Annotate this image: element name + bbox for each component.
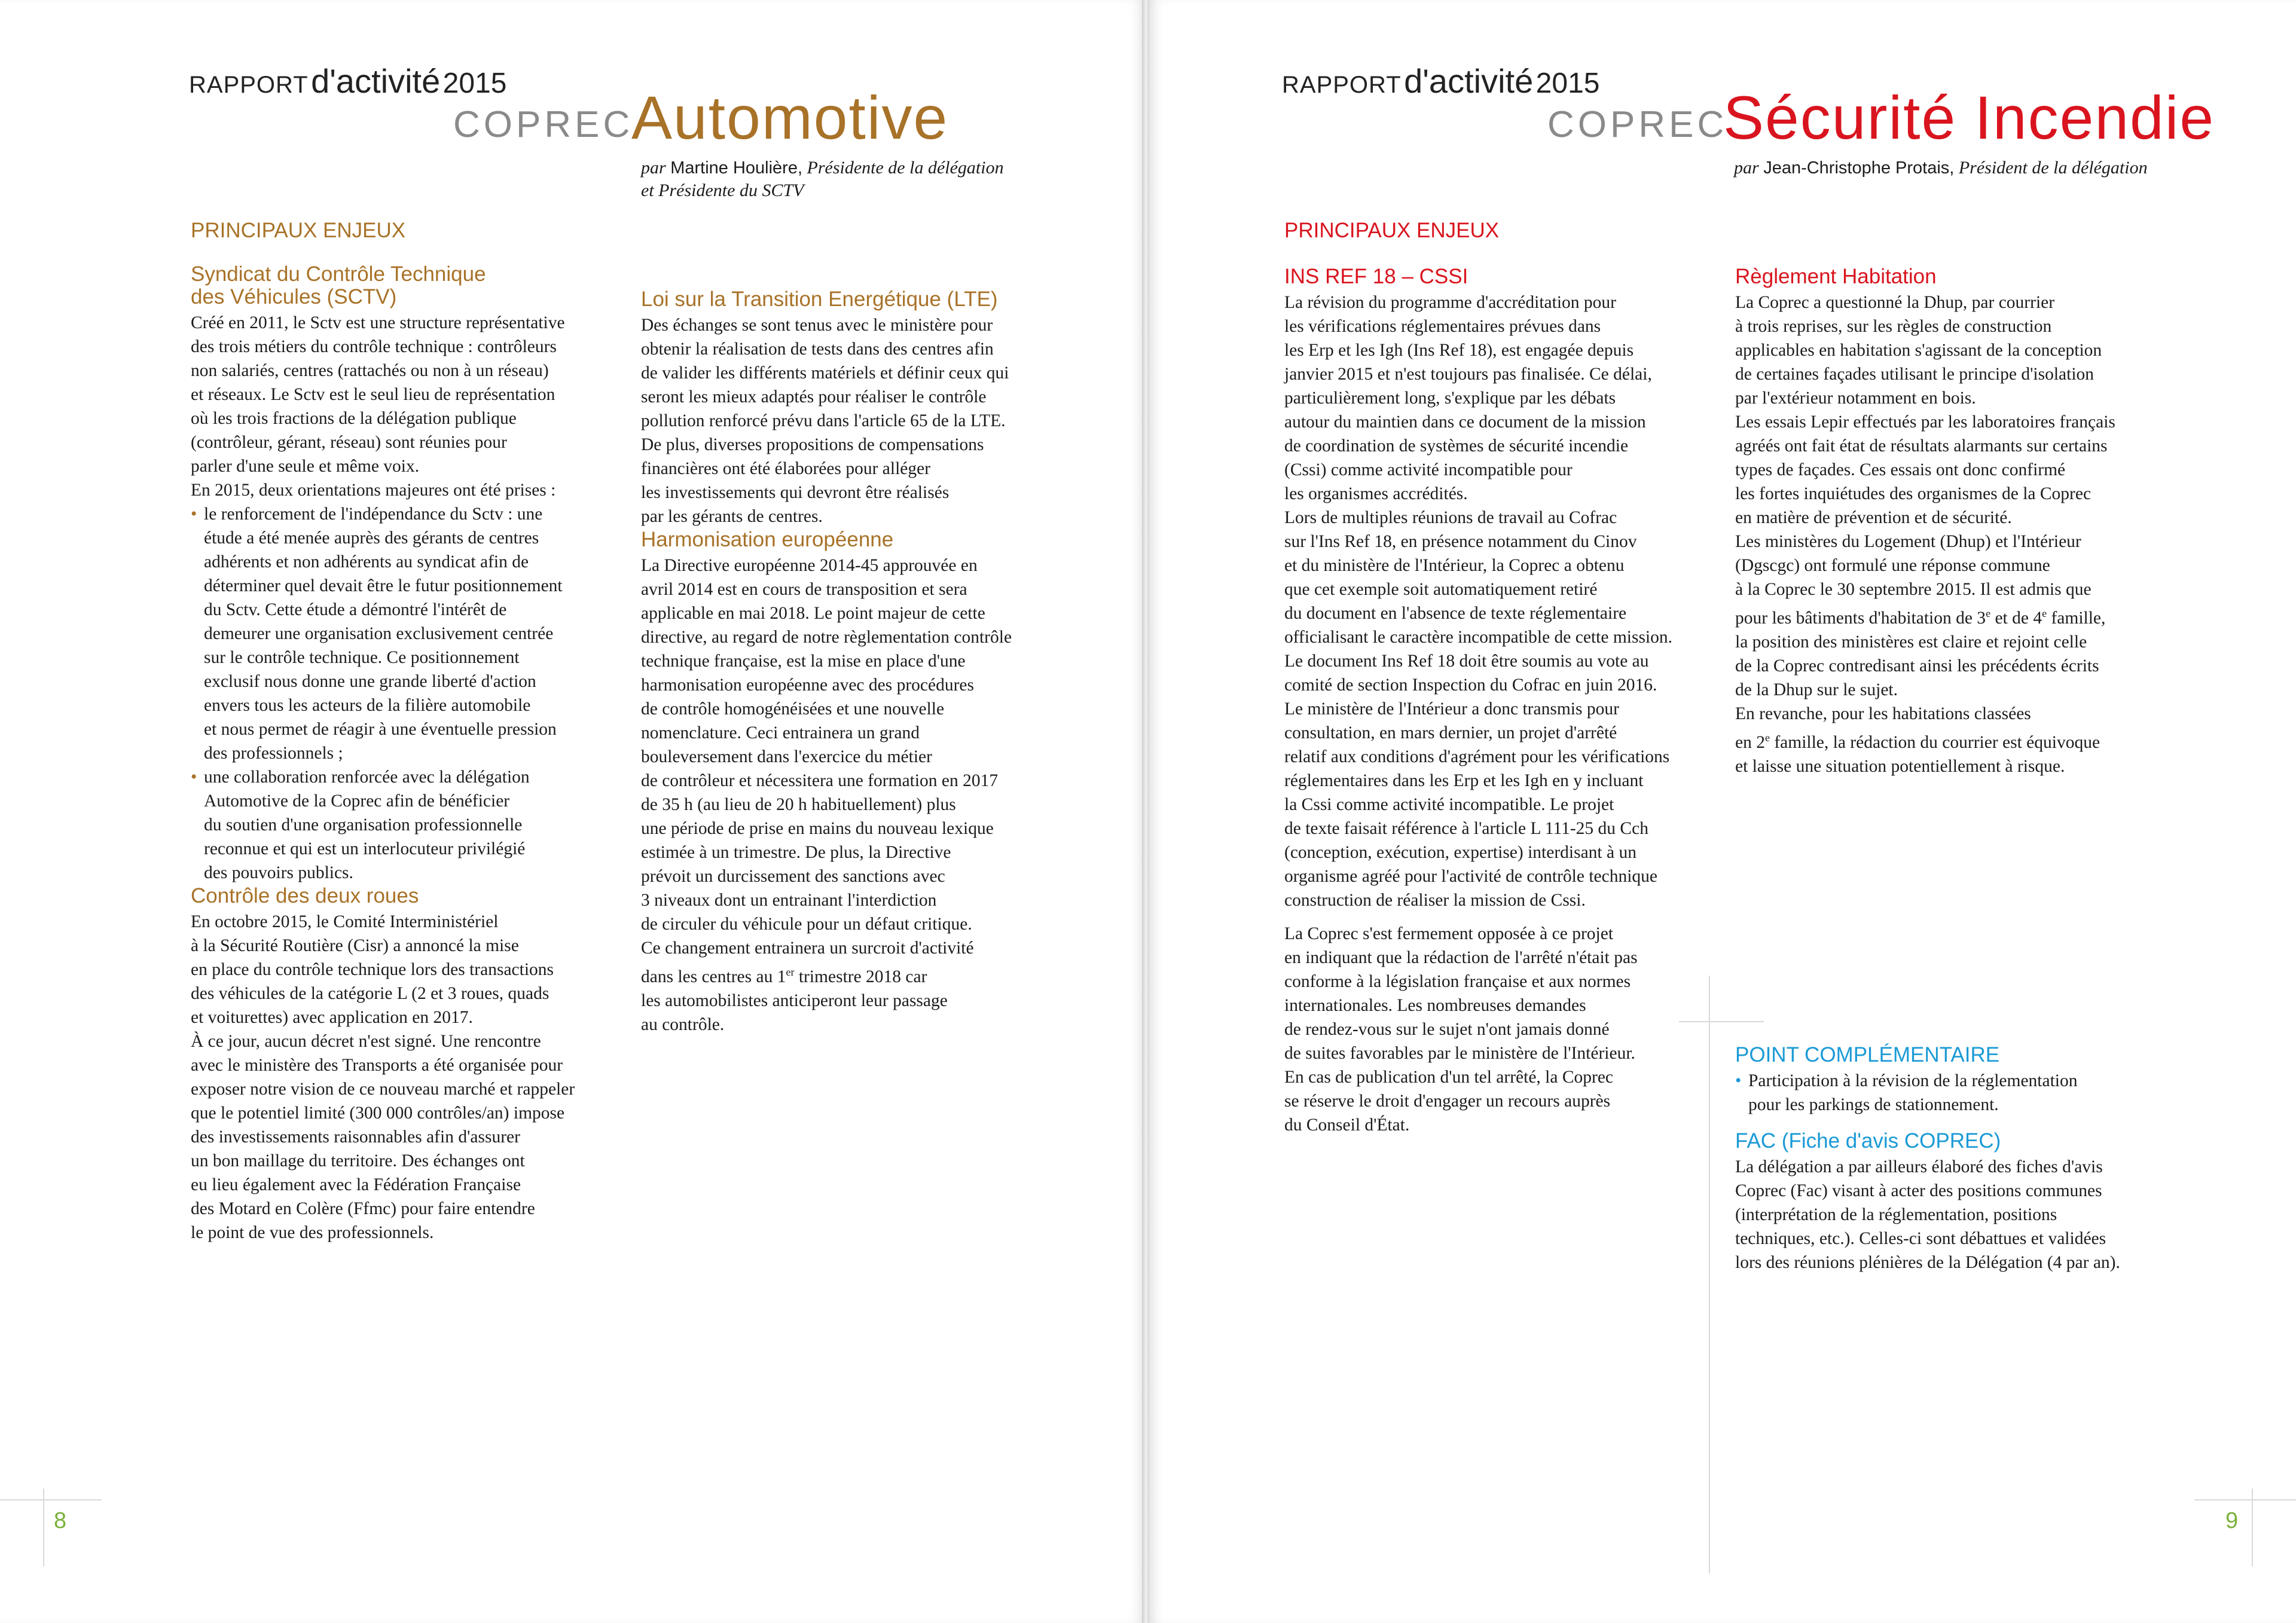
crop-mark <box>0 1499 102 1500</box>
crop-mark <box>43 1488 44 1566</box>
section-title: PRINCIPAUX ENJEUX <box>1284 219 1500 242</box>
divider-line <box>1679 1021 1764 1022</box>
page-number: 9 <box>2225 1508 2239 1533</box>
list-point <box>1735 1069 2190 1117</box>
paragraph-sctv: Créé en 2011, le Sctv est une structure représentative des trois métiers du contrôle technique : contrôleurs non salariés, centres (rattachés ou non à un réseau) et réseaux. Le Sctv est le seul lieu de représentation où les trois fractions de la délégation publique (contrôleur, gérant, réseau) sont réunies pour parler d'une seule et même voix. En 2015, deux orientations majeures ont été prises : <box>191 313 565 500</box>
heading-lte: Loi sur la Transition Energétique (LTE) <box>641 288 998 311</box>
byline-par: par <box>641 158 666 178</box>
page-right <box>1149 0 2296 1623</box>
heading-habitation: Règlement Habitation <box>1735 265 1937 288</box>
delegation-name: Automotive <box>631 84 949 152</box>
report-year: 2015 <box>1535 68 1600 99</box>
page-left <box>0 0 1144 1623</box>
report-year: 2015 <box>442 68 507 99</box>
byline-person: Jean-Christophe Protais, <box>1763 158 1955 178</box>
dactivite-label: d'activité <box>1404 62 1534 100</box>
byline-par: par <box>1734 158 1759 178</box>
dactivite-label: d'activité <box>311 62 441 100</box>
heading-harmonisation: Harmonisation européenne <box>641 528 894 551</box>
right-column-1 <box>1284 265 1727 1137</box>
paragraph-harmonisation: La Directive européenne 2014-45 approuvée en avril 2014 est en cours de transposition et sera applicable en mai 2018. Le point majeur de cette directive, au regard de notre règlementation contrôle technique française, est la mise en place d'une harmonisation européenne avec des procédures de contrôle homogénéisées et une nouvelle nomenclature. Ceci entrainera un grand bouleversement dans l'exercice du métier de contrôleur et nécessitera une formation en 2017 de 35 h (au lieu de 20 h habituellement) plus une période de prise en mains du nouveau lexique estimée à un trimestre. De plus, la Directive prévoit un durcissement des sanctions avec 3 niveaux dont un entrainant l'interdiction de circuler du véhicule pour un défaut critique. Ce changement entrainera un surcroit d'activité dans les centres au 1er trimestre 2018 car les automobilistes anticiperont leur passage au contrôle. <box>641 556 1012 1034</box>
point-complementaire <box>1735 1044 2190 1274</box>
byline <box>1734 157 2148 179</box>
heading-sctv: Syndicat du Contrôle Technique des Véhicules (SCTV) <box>191 262 486 308</box>
bullet-icon: • <box>1735 1071 1742 1090</box>
list-item: • le renforcement de l'indépendance du Sctv : une étude a été menée auprès des gérants de centres adhérents et non adhérents au syndicat afin de déterminer quel devait être le futur positionnement du Sctv. Cette étude a démontré l'intérêt de demeurer une organisation exclusivement centrée sur le contrôle technique. Ce positionnement exclusif nous donne une grande liberté d'action envers tous les acteurs de la filière automobile et nous permet de réagir à une éventuelle pression des professionnels ; <box>191 502 627 765</box>
coprec-label: COPREC <box>453 104 634 145</box>
heading-fac: FAC (Fiche d'avis COPREC) <box>1735 1129 2001 1153</box>
report-title <box>1282 62 1600 100</box>
report-title <box>189 62 507 100</box>
byline-role: Présidente de la délégation <box>807 158 1004 178</box>
paragraph-ins-ref: La révision du programme d'accréditation pour les vérifications réglementaires prévues dans les Erp et les Igh (Ins Ref 18), est engagée depuis janvier 2015 et n'est toujours pas finalisée. Ce délai, particulièrement long, s'explique par les débats autour du maintien dans ce document de la mission de coordination de systèmes de sécurité incendie (Cssi) comme activité incompatible pour les organismes accrédités. Lors de multiples réunions de travail au Cofrac sur l'Ins Ref 18, en présence notamment du Cinov et du ministère de l'Intérieur, la Coprec a obtenu que cet exemple soit automatiquement retiré du document en l'absence de texte réglementaire officialisant le caractère incompatible de cette mission. Le document Ins Ref 18 doit être soumis au vote au comité de section Inspection du Cofrac en juin 2016. Le ministère de l'Intérieur a donc transmis pour consultation, en mars dernier, un projet d'arrêté relatif aux conditions d'agrément pour les vérifications réglementaires dans les Erp et les Igh en y incluant la Cssi comme activité incompatible. Le projet de texte faisait référence à l'article L 111-25 du Cch (conception, exécution, expertise) interdisant à un organisme agréé pour l'activité de contrôle technique construction de réaliser la mission de Cssi. <box>1284 293 1672 910</box>
rapport-label: RAPPORT <box>1282 72 1402 98</box>
heading-point-complementaire: POINT COMPLÉMENTAIRE <box>1735 1043 2000 1066</box>
byline <box>641 157 1004 202</box>
byline-role: Président de la délégation <box>1958 158 2148 178</box>
delegation-name: Sécurité Incendie <box>1723 84 2215 152</box>
page-number: 8 <box>54 1508 67 1533</box>
paragraph-lte: Des échanges se sont tenus avec le ministère pour obtenir la réalisation de tests dans des centres afin de valider les différents matériels et définir ceux qui seront les mieux adaptés pour réaliser le contrôle pollution renforcé prévu dans l'article 65 de la LTE. De plus, diverses propositions de compensations financières ont été élaborées pour alléger les investissements qui devront être réalisés par les gérants de centres. <box>641 316 1009 526</box>
byline-role-2: et Présidente du SCTV <box>641 181 804 200</box>
right-column-2 <box>1735 265 2190 778</box>
crop-mark <box>2194 1499 2296 1500</box>
bullet-icon: • <box>191 505 197 524</box>
divider-line <box>1709 976 1710 1573</box>
list-item: • Participation à la révision de la réglementation pour les parkings de stationnement. <box>1735 1069 2190 1117</box>
paragraph-deux-roues: En octobre 2015, le Comité Interministériel à la Sécurité Routière (Cisr) a annoncé la mise en place du contrôle technique lors des transactions des véhicules de la catégorie L (2 et 3 roues, quads et voiturettes) avec application en 2017. À ce jour, aucun décret n'est signé. Une rencontre avec le ministère des Transports a été organisée pour exposer notre vision de ce nouveau marché et rappeler que le potentiel limité (300 000 contrôles/an) impose des investissements raisonnables afin d'assurer un bon maillage du territoire. Des échanges ont eu lieu également avec la Fédération Française des Motard en Colère (Ffmc) pour faire entendre le point de vue des professionnels. <box>191 912 575 1242</box>
coprec-label: COPREC <box>1547 104 1728 145</box>
paragraph-opposition: La Coprec s'est fermement opposée à ce projet en indiquant que la rédaction de l'arrêté n'était pas conforme à la législation française et aux normes internationales. Les nombreuses demandes de rendez-vous sur le sujet n'ont jamais donné de suites favorables par le ministère de l'Intérieur. En cas de publication d'un tel arrêté, la Coprec se réserve le droit d'engager un recours auprès du Conseil d'État. <box>1284 924 1638 1135</box>
rapport-label: RAPPORT <box>189 72 309 98</box>
left-column-1 <box>191 263 627 1245</box>
section-title: PRINCIPAUX ENJEUX <box>191 219 406 242</box>
left-column-2 <box>641 288 1083 1037</box>
heading-deux-roues: Contrôle des deux roues <box>191 884 419 907</box>
byline-person: Martine Houlière, <box>670 158 803 178</box>
paragraph-fac: La délégation a par ailleurs élaboré des fiches d'avis Coprec (Fac) visant à acter des positions communes (interprétation de la réglementation, positions techniques, etc.). Celles-ci sont débattues et validées lors des réunions plénières de la Délégation (4 par an). <box>1735 1157 2120 1272</box>
crop-mark <box>2252 1488 2253 1566</box>
bullet-icon: • <box>191 768 197 787</box>
list-item: • une collaboration renforcée avec la délégation Automotive de la Coprec afin de bénéficier du soutien d'une organisation professionnelle reconnue et qui est un interlocuteur privilégié des pouvoirs publics. <box>191 765 627 885</box>
list-orientations <box>191 502 627 885</box>
paragraph-habitation: La Coprec a questionné la Dhup, par courrier à trois reprises, sur les règles de construction applicables en habitation s'agissant de la conception de certaines façades utilisant le principe d'isolation par l'extérieur notamment en bois. Les essais Lepir effectués par les laboratoires français agréés ont fait état de résultats alarmants sur certains types de façades. Ces essais ont donc confirmé les fortes inquiétudes des organismes de la Coprec en matière de prévention et de sécurité. Les ministères du Logement (Dhup) et l'Intérieur (Dgscgc) ont formulé une réponse commune à la Coprec le 30 septembre 2015. Il est admis que pour les bâtiments d'habitation de 3e et de 4e famille, la position des ministères est claire et rejoint celle de la Coprec contredisant ainsi les précédents écrits de la Dhup sur le sujet. En revanche, pour les habitations classées en 2e famille, la rédaction du courrier est équivoque et laisse une situation potentiellement à risque. <box>1735 293 2115 776</box>
heading-ins-ref: INS REF 18 – CSSI <box>1284 265 1468 288</box>
